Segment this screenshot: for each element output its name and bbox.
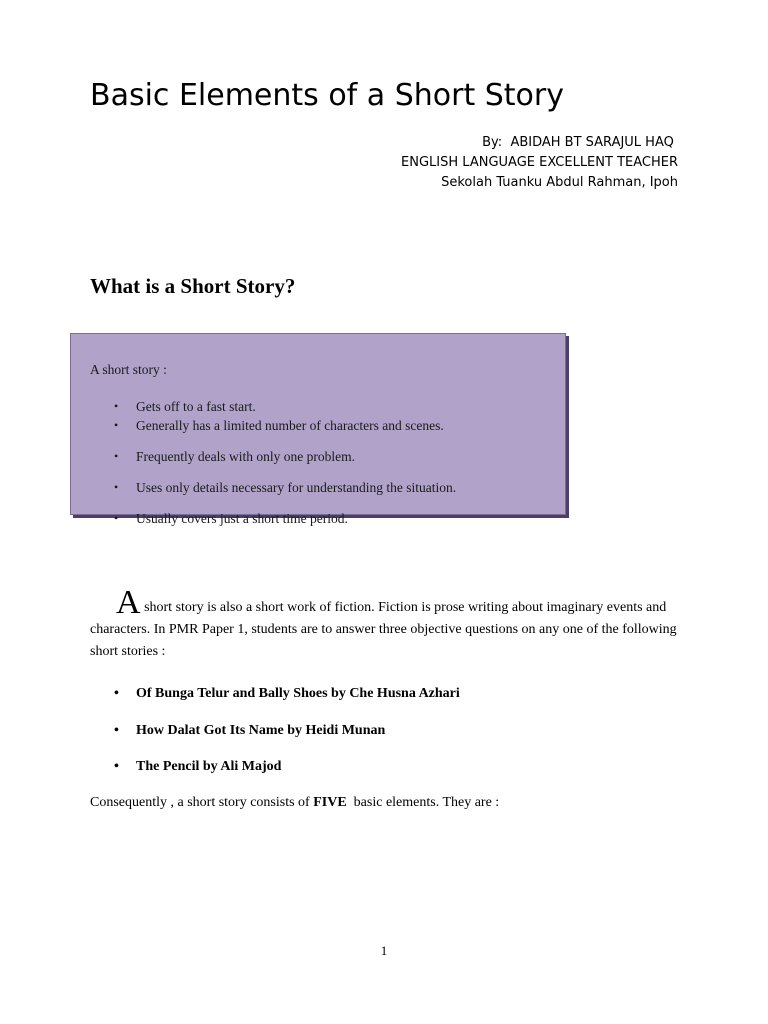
list-item-text: Usually covers just a short time period.	[136, 511, 348, 526]
story-title: How Dalat Got Its Name by Heidi Munan	[136, 723, 386, 738]
bullet-icon: •	[114, 723, 119, 738]
conclusion-before: Consequently , a short story consists of	[90, 795, 314, 810]
author-byline	[401, 133, 678, 193]
document-title: Basic Elements of a Short Story	[90, 78, 564, 113]
page-number: 1	[380, 943, 388, 958]
bullet-icon: •	[114, 399, 119, 413]
byline-role: ENGLISH LANGUAGE EXCELLENT TEACHER	[401, 155, 678, 170]
story-title: The Pencil by Ali Majod	[136, 759, 282, 774]
list-item-text: Generally has a limited number of characters and scenes.	[136, 418, 444, 433]
paragraph-text: short story is also a short work of fiction. Fiction is prose writing about imaginary events and characters. In PMR Paper 1, students are to answer three objective questions on any one of the following short stories :	[90, 600, 677, 659]
drop-cap: A	[116, 584, 141, 621]
bullet-icon: •	[114, 480, 119, 494]
bullet-icon: •	[114, 511, 119, 525]
callout-intro: A short story :	[90, 362, 167, 377]
list-item-text: Frequently deals with only one problem.	[136, 449, 355, 464]
byline-school: Sekolah Tuanku Abdul Rahman, Ipoh	[441, 175, 678, 190]
list-item-text: Gets off to a fast start.	[136, 399, 256, 414]
bullet-icon: •	[114, 418, 119, 432]
bullet-icon: •	[114, 686, 119, 701]
list-item-text: Uses only details necessary for understanding the situation.	[136, 480, 457, 495]
bullet-icon: •	[114, 759, 119, 774]
story-title: Of Bunga Telur and Bally Shoes by Che Husna Azhari	[136, 686, 460, 701]
bullet-icon: •	[114, 449, 119, 463]
byline-author: By: ABIDAH BT SARAJUL HAQ	[482, 135, 678, 150]
section-heading: What is a Short Story?	[90, 274, 296, 298]
conclusion-sentence	[90, 795, 499, 811]
conclusion-after: basic elements. They are :	[346, 795, 500, 810]
intro-paragraph	[90, 584, 680, 663]
conclusion-emphasis: FIVE	[313, 795, 347, 810]
